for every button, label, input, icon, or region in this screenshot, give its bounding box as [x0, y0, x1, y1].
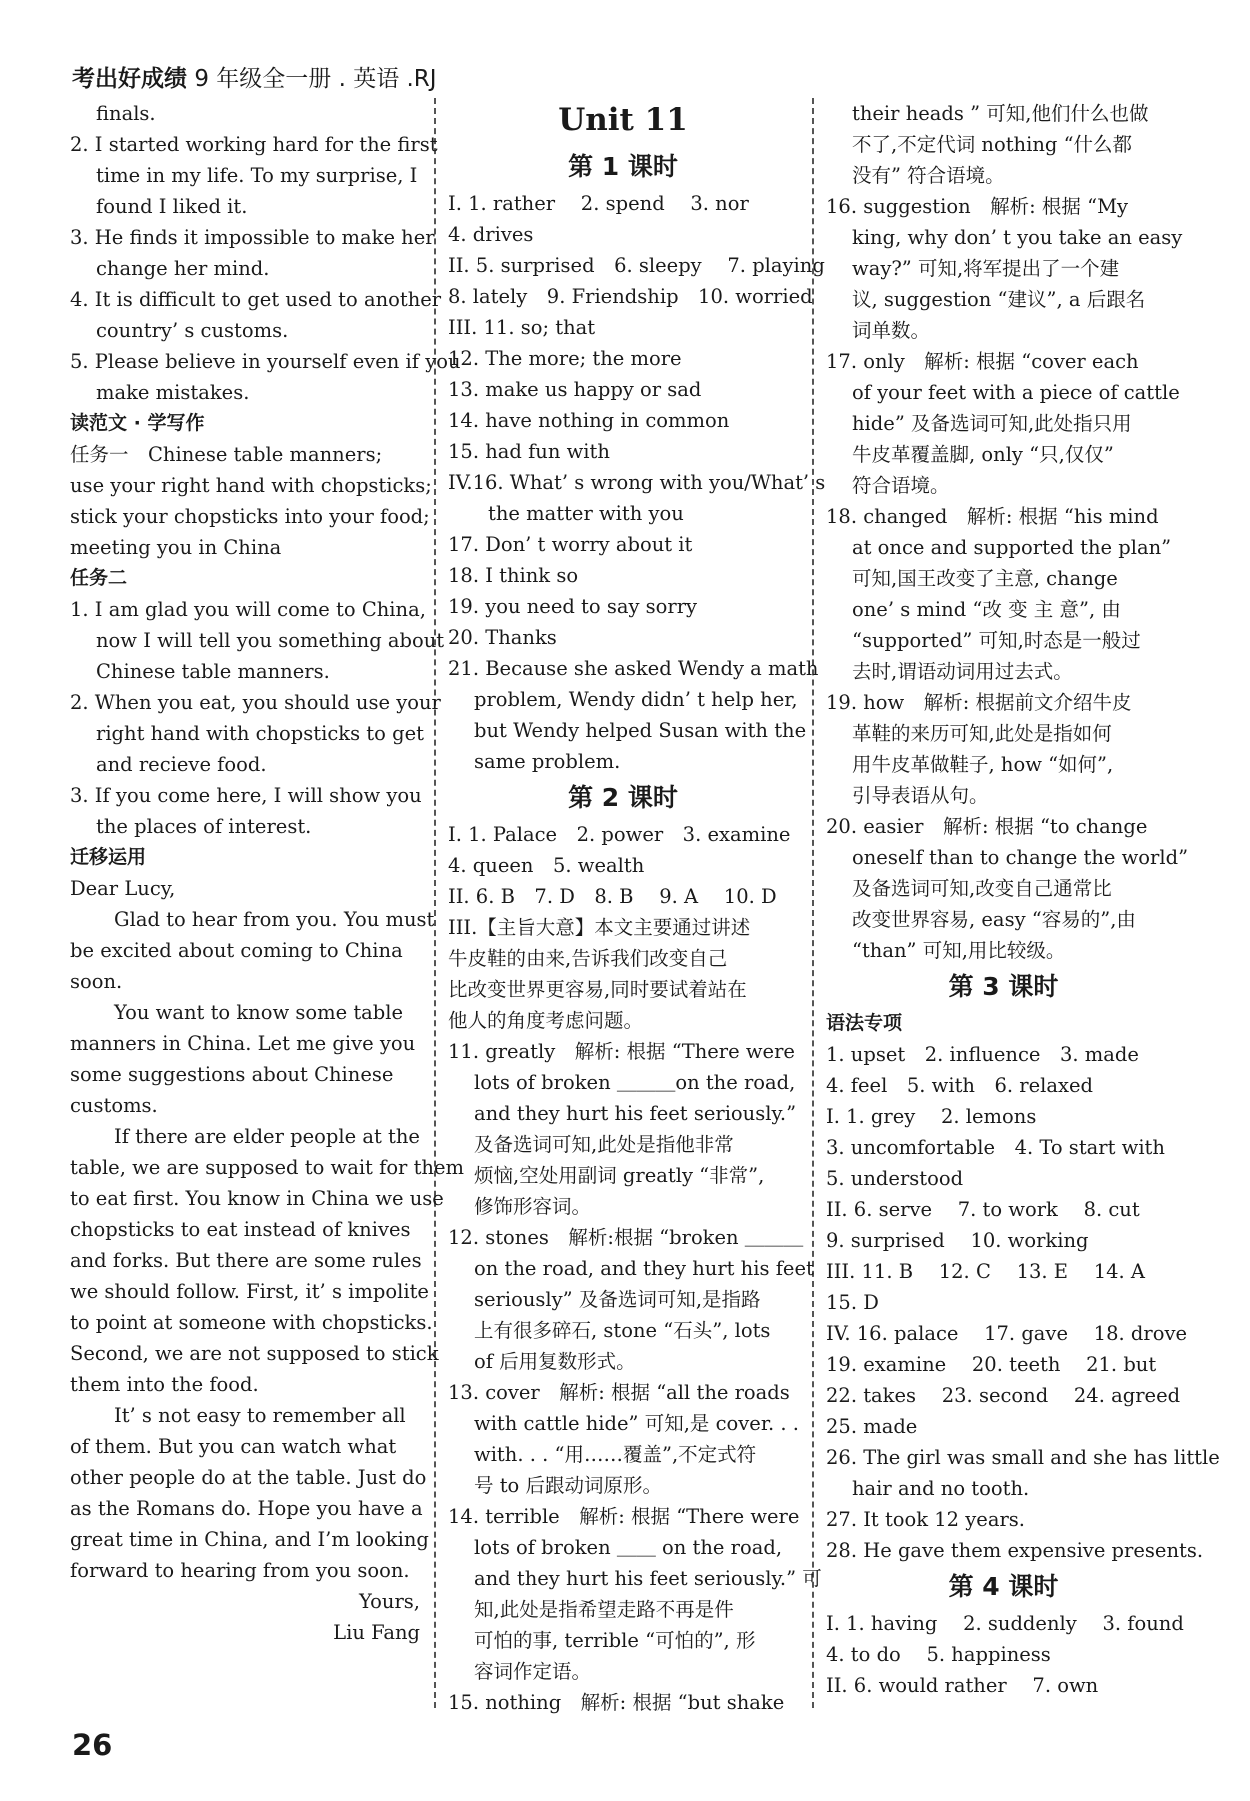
section-heading: 读范文 · 学写作 — [70, 412, 205, 434]
text-line: 革鞋的来历可知,此处是指如何 — [852, 722, 1112, 745]
text-line: Dear Lucy, — [70, 877, 176, 900]
text-line: stick your chopsticks into your food; — [70, 505, 430, 528]
text-line: 14. terrible 解析: 根据 “There were — [448, 1505, 800, 1528]
column-right — [826, 98, 1220, 1701]
text-line: them into the food. — [70, 1373, 259, 1396]
text-line: right hand with chopsticks to get — [96, 722, 424, 745]
text-line: 9. surprised 10. working — [826, 1229, 1089, 1252]
text-line: oneself than to change the world” — [852, 846, 1189, 869]
text-line: soon. — [70, 970, 123, 993]
text-line: hide” 及备选词可知,此处指只用 — [852, 412, 1132, 435]
text-line: 11. greatly 解析: 根据 “There were — [448, 1040, 795, 1063]
text-line: 5. understood — [826, 1167, 964, 1190]
text-line: lots of broken ＿＿ on the road, — [474, 1536, 783, 1559]
text-line: time in my life. To my surprise, I — [96, 164, 418, 187]
text-line: manners in China. Let me give you — [70, 1032, 416, 1055]
text-line: some suggestions about Chinese — [70, 1063, 394, 1086]
text-line: 27. It took 12 years. — [826, 1508, 1025, 1531]
text-line: 3. uncomfortable 4. To start with — [826, 1136, 1165, 1159]
text-line: as the Romans do. Hope you have a — [70, 1497, 423, 1520]
text-line: Liu Fang — [333, 1621, 420, 1644]
text-line: of your feet with a piece of cattle — [852, 381, 1180, 404]
text-line: 28. He gave them expensive presents. — [826, 1539, 1204, 1562]
text-line: 2. When you eat, you should use your — [70, 691, 441, 714]
text-line: II. 5. surprised 6. sleepy 7. playing — [448, 254, 825, 277]
text-line: 容词作定语。 — [474, 1660, 592, 1683]
text-line: problem, Wendy didn’ t help her, — [474, 688, 798, 711]
text-line: 没有” 符合语境。 — [852, 164, 1005, 187]
text-line: II. 6. would rather 7. own — [826, 1674, 1099, 1697]
header-brand: 考出好成绩 — [72, 66, 187, 92]
text-line: I. 1. rather 2. spend 3. nor — [448, 192, 749, 215]
text-line: 4. It is difficult to get used to another — [70, 288, 442, 311]
text-line: 12. The more; the more — [448, 347, 682, 370]
text-line: 2. I started working hard for the first — [70, 133, 438, 156]
text-line: 8. lately 9. Friendship 10. worried — [448, 285, 813, 308]
text-line: 26. The girl was small and she has little — [826, 1446, 1220, 1469]
page-number: 26 — [72, 1728, 113, 1762]
text-line: 去时,谓语动词用过去式。 — [852, 660, 1073, 683]
text-line: 3. If you come here, I will show you — [70, 784, 422, 807]
text-line: II. 6. B 7. D 8. B 9. A 10. D — [448, 885, 777, 908]
text-line: great time in China, and I’m looking — [70, 1528, 429, 1551]
text-line: 1. upset 2. influence 3. made — [826, 1043, 1139, 1066]
column-divider-2 — [812, 98, 814, 1708]
text-line: “than” 可知,用比较级。 — [852, 939, 1066, 962]
text-line: 牛皮革覆盖脚, only “只,仅仅” — [852, 443, 1114, 466]
section-heading: 任务二 — [70, 567, 128, 589]
page-header — [72, 60, 437, 93]
text-line: 词单数。 — [852, 319, 931, 342]
text-line: 烦恼,空处用副词 greatly “非常”, — [474, 1164, 765, 1187]
text-line: 用牛皮革做鞋子, how “如何”, — [852, 753, 1114, 776]
text-line: on the road, and they hurt his feet — [474, 1257, 814, 1280]
text-line: 知,此处是指希望走路不再是件 — [474, 1598, 734, 1621]
text-line: 4. queen 5. wealth — [448, 854, 645, 877]
text-line: but Wendy helped Susan with the — [474, 719, 807, 742]
text-line: 引导表语从句。 — [852, 784, 989, 807]
text-line: chopsticks to eat instead of knives — [70, 1218, 411, 1241]
text-line: It’ s not easy to remember all — [114, 1404, 406, 1427]
text-line: 比改变世界更容易,同时要试着站在 — [448, 978, 747, 1001]
text-line: 25. made — [826, 1415, 918, 1438]
text-line: Yours, — [358, 1590, 420, 1613]
text-line: 4. feel 5. with 6. relaxed — [826, 1074, 1094, 1097]
lesson-heading: 第 4 课时 — [948, 1572, 1059, 1601]
text-line: finals. — [96, 102, 156, 125]
text-line: 17. only 解析: 根据 “cover each — [826, 350, 1139, 373]
text-line: found I liked it. — [96, 195, 248, 218]
text-line: 不了,不定代词 nothing “什么都 — [852, 133, 1133, 156]
text-line: 19. you need to say sorry — [448, 595, 698, 618]
text-line: I. 1. having 2. suddenly 3. found — [826, 1612, 1184, 1635]
text-line: of 后用复数形式。 — [474, 1350, 636, 1373]
text-line: meeting you in China — [70, 536, 282, 559]
text-line: If there are elder people at the — [114, 1125, 420, 1148]
text-line: 15. had fun with — [448, 440, 610, 463]
text-line: 19. how 解析: 根据前文介绍牛皮 — [826, 691, 1132, 714]
text-line: 12. stones 解析:根据 “broken ＿＿＿ — [448, 1226, 804, 1249]
text-line: of them. But you can watch what — [70, 1435, 397, 1458]
text-line: be excited about coming to China — [70, 939, 403, 962]
lesson-heading: 第 1 课时 — [568, 152, 678, 181]
text-line: the matter with you — [488, 502, 684, 525]
text-line: 18. I think so — [448, 564, 579, 587]
text-line: hair and no tooth. — [852, 1477, 1030, 1500]
text-line: make mistakes. — [96, 381, 250, 404]
text-line: 可怕的事, terrible “可怕的”, 形 — [474, 1629, 756, 1652]
text-line: 13. make us happy or sad — [448, 378, 702, 401]
section-heading: 语法专项 — [826, 1012, 903, 1034]
text-line: “supported” 可知,时态是一般过 — [852, 629, 1141, 652]
text-line: forward to hearing from you soon. — [70, 1559, 410, 1582]
text-line: king, why don’ t you take an easy — [852, 226, 1183, 249]
text-line: 4. to do 5. happiness — [826, 1643, 1051, 1666]
text-line: 14. have nothing in common — [448, 409, 730, 432]
column-left — [70, 98, 464, 1648]
text-line: the places of interest. — [96, 815, 312, 838]
text-line: IV.16. What’ s wrong with you/What’ s — [448, 471, 826, 494]
text-line: III.【主旨大意】本文主要通过讲述 — [448, 916, 751, 939]
text-line: other people do at the table. Just do — [70, 1466, 427, 1489]
text-line: 修饰形容词。 — [474, 1195, 592, 1218]
text-line: 15. D — [826, 1291, 879, 1314]
text-line: 可知,国王改变了主意, change — [852, 567, 1118, 590]
text-line: to point at someone with chopsticks. — [70, 1311, 433, 1334]
header-subtitle: 9 年级全一册 . 英语 .RJ — [194, 66, 437, 92]
text-line: 任务一 Chinese table manners; — [70, 443, 383, 466]
text-line: 20. Thanks — [448, 626, 557, 649]
text-line: 他人的角度考虑问题。 — [448, 1009, 644, 1032]
text-line: 及备选词可知,改变自己通常比 — [852, 877, 1112, 900]
text-line: their heads ” 可知,他们什么也做 — [852, 102, 1149, 125]
text-line: lots of broken ＿＿＿on the road, — [474, 1071, 796, 1094]
text-line: I. 1. grey 2. lemons — [826, 1105, 1037, 1128]
text-line: table, we are supposed to wait for them — [70, 1156, 464, 1179]
column-divider-1 — [434, 98, 436, 1708]
column-middle — [448, 98, 826, 1718]
text-line: way?” 可知,将军提出了一个建 — [852, 257, 1120, 280]
text-line: 上有很多碎石, stone “石头”, lots — [474, 1319, 771, 1342]
text-line: 15. nothing 解析: 根据 “but shake — [448, 1691, 785, 1714]
text-line: 号 to 后跟动词原形。 — [474, 1474, 662, 1497]
text-line: 牛皮鞋的由来,告诉我们改变自己 — [448, 947, 728, 970]
text-line: now I will tell you something about — [96, 629, 445, 652]
text-line: 17. Don’ t worry about it — [448, 533, 693, 556]
text-line: with cattle hide” 可知,是 cover. . . — [474, 1412, 799, 1435]
text-line: I. 1. Palace 2. power 3. examine — [448, 823, 791, 846]
text-line: 1. I am glad you will come to China, — [70, 598, 426, 621]
section-heading: 迁移运用 — [70, 846, 147, 868]
text-line: 3. He finds it impossible to make her — [70, 226, 435, 249]
text-line: and they hurt his feet seriously.” — [474, 1102, 797, 1125]
text-line: Glad to hear from you. You must — [114, 908, 435, 931]
text-line: 16. suggestion 解析: 根据 “My — [826, 195, 1129, 218]
text-line: 18. changed 解析: 根据 “his mind — [826, 505, 1159, 528]
text-line: one’ s mind “改 变 主 意”, 由 — [852, 598, 1121, 621]
text-line: country’ s customs. — [96, 319, 289, 342]
text-line: same problem. — [474, 750, 621, 773]
text-line: change her mind. — [96, 257, 270, 280]
text-line: Second, we are not supposed to stick — [70, 1342, 439, 1365]
text-line: to eat first. You know in China we use — [70, 1187, 444, 1210]
text-line: and forks. But there are some rules — [70, 1249, 422, 1272]
text-line: III. 11. B 12. C 13. E 14. A — [826, 1260, 1146, 1283]
text-line: III. 11. so; that — [448, 316, 596, 339]
text-line: 符合语境。 — [852, 474, 950, 497]
text-line: we should follow. First, it’ s impolite — [70, 1280, 429, 1303]
text-line: and they hurt his feet seriously.” 可 — [474, 1567, 822, 1590]
text-line: seriously” 及备选词可知,是指路 — [474, 1288, 761, 1311]
text-line: 19. examine 20. teeth 21. but — [826, 1353, 1157, 1376]
text-line: 20. easier 解析: 根据 “to change — [826, 815, 1148, 838]
text-line: IV. 16. palace 17. gave 18. drove — [826, 1322, 1187, 1345]
text-line: customs. — [70, 1094, 158, 1117]
lesson-heading: 第 3 课时 — [948, 972, 1059, 1001]
unit-heading: Unit 11 — [558, 102, 688, 138]
text-line: use your right hand with chopsticks; — [70, 474, 432, 497]
text-line: 及备选词可知,此处是指他非常 — [474, 1133, 734, 1156]
text-line: 13. cover 解析: 根据 “all the roads — [448, 1381, 790, 1404]
text-line: 21. Because she asked Wendy a math — [448, 657, 819, 680]
text-line: at once and supported the plan” — [852, 536, 1172, 559]
text-line: You want to know some table — [114, 1001, 404, 1024]
text-line: with. . . “用……覆盖”,不定式符 — [474, 1443, 757, 1466]
text-line: 改变世界容易, easy “容易的”,由 — [852, 908, 1136, 931]
text-line: II. 6. serve 7. to work 8. cut — [826, 1198, 1140, 1221]
text-line: 22. takes 23. second 24. agreed — [826, 1384, 1181, 1407]
text-line: 4. drives — [448, 223, 534, 246]
text-line: 议, suggestion “建议”, a 后跟名 — [852, 288, 1146, 311]
text-line: and recieve food. — [96, 753, 267, 776]
text-line: 5. Please believe in yourself even if you — [70, 350, 461, 373]
lesson-heading: 第 2 课时 — [568, 783, 678, 812]
text-line: Chinese table manners. — [96, 660, 330, 683]
